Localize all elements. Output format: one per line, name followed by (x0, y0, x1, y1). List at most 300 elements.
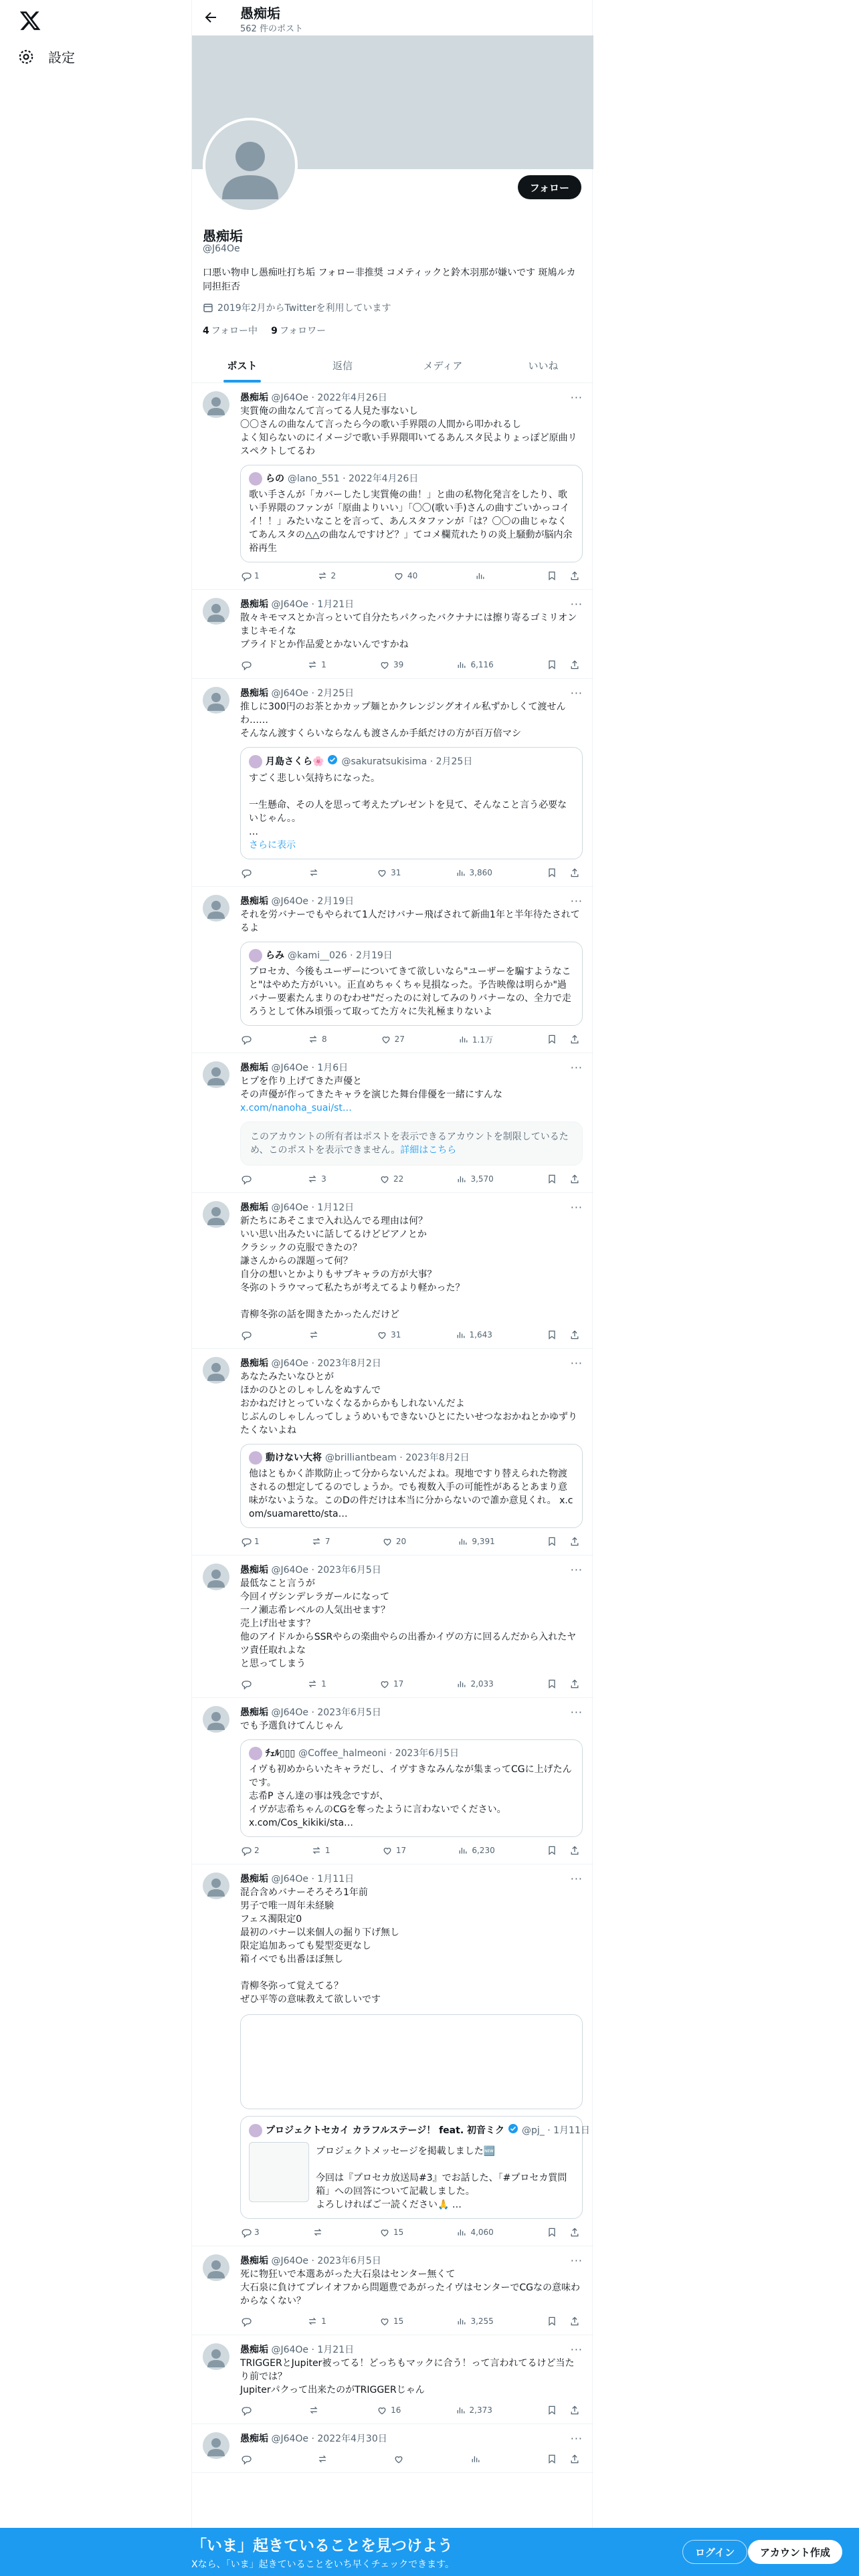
signup-button[interactable]: アカウント作成 (748, 2540, 842, 2564)
quoted-avatar (249, 949, 262, 962)
tweet-text: 新たちにあそこまで入れ込んでる理由は何？ いい思い出みたいに話してるけどピアノとか クラシックの克服できたの？ 謙さんからの課題って何？ 自分の想いとかよりもサブキャラの方が大事？ 冬弥のトラウマって私たちが考えてるより軽かった？ 青柳冬弥の話を聞きたかったんだけど (240, 1216, 465, 1320)
like-button[interactable] (382, 1845, 406, 1856)
profile-joined-text: 2019年2月からTwitterを利用しています (217, 303, 391, 314)
tweet-avatar[interactable] (203, 1201, 229, 1228)
like-icon (379, 1679, 390, 1689)
quoted-text: 歌い手さんが「カバーしたし実質俺の曲！」と曲の私物化発言をしたり、歌い手界隈のファンが「原曲よりいい」「〇〇(歌い手)さんの曲すごいかっコイイ！！」みたいなことを言って、あんスタファンが「は？〇〇の曲じゃなくてあんスタの△△の曲なんですけど？」てコメ欄荒れたりの炎上騒動が脳内余裕再生 (249, 490, 573, 554)
default-avatar-icon (203, 2432, 229, 2459)
tweet-avatar[interactable] (203, 895, 229, 922)
more-options-icon[interactable]: ··· (570, 2343, 583, 2356)
share-button[interactable] (569, 1034, 583, 1045)
followers-count: 9 (271, 326, 278, 336)
tweet-header (240, 598, 583, 611)
reply-button[interactable] (240, 1845, 260, 1856)
tweet[interactable] (192, 679, 593, 887)
default-avatar-icon (203, 1061, 229, 1088)
reply-icon (240, 2316, 251, 2327)
tweet-author-name[interactable]: 愚痴垢 (240, 1874, 268, 1885)
reply-icon (240, 1536, 251, 1547)
quoted-tweet[interactable] (240, 2116, 590, 2219)
views-button[interactable] (456, 2316, 493, 2327)
topbar-post-count: 562 件のポスト (240, 24, 303, 34)
tweet-avatar[interactable] (203, 1706, 229, 1733)
more-options-icon[interactable]: ··· (570, 1872, 583, 1885)
tweet-avatar[interactable] (203, 391, 229, 418)
tweet[interactable] (192, 1053, 593, 1193)
tweet-author-name[interactable]: 愚痴垢 (240, 2434, 268, 2444)
repost-count: 8 (321, 1035, 327, 1044)
tweet-link[interactable]: x.com/nanoha_suai/st… (240, 1103, 352, 1113)
tweet[interactable] (192, 2335, 593, 2424)
tweet-actions-right (547, 1034, 583, 1045)
share-button[interactable] (569, 1845, 583, 1856)
nav-settings[interactable] (17, 47, 75, 66)
tweet[interactable] (192, 887, 593, 1053)
more-options-icon[interactable]: ··· (570, 1201, 583, 1214)
quoted-thumbnail (249, 2142, 309, 2202)
views-count: 3,570 (470, 1174, 494, 1184)
bookmark-icon (547, 867, 557, 878)
tweet-author-name[interactable]: 愚痴垢 (240, 1202, 268, 1213)
like-count: 31 (391, 868, 401, 877)
views-button[interactable] (456, 1679, 493, 1689)
repost-button[interactable] (307, 1679, 326, 1689)
tweet-text: 死に物狂いで本選あがった大石泉はセンター無くて 大石泉に負けてプレイオフから問題豊であがったイヴはセンターでCGなの意味わからなくない？ (240, 2269, 580, 2306)
share-button[interactable] (569, 1329, 583, 1340)
views-button[interactable] (458, 1536, 494, 1547)
bookmark-button[interactable] (547, 1679, 560, 1689)
like-button[interactable] (377, 1329, 401, 1340)
share-button[interactable] (569, 1679, 583, 1689)
views-button[interactable] (456, 1329, 492, 1340)
like-icon (379, 2227, 390, 2238)
repost-button[interactable] (307, 659, 326, 670)
views-button[interactable] (470, 2454, 484, 2464)
following-label: フォロー中 (211, 326, 258, 336)
quoted-meta: @kami__026 · 2月19日 (288, 950, 393, 961)
bookmark-button[interactable] (547, 2227, 560, 2238)
share-button[interactable] (569, 1174, 583, 1184)
default-avatar-icon (203, 1357, 229, 1384)
views-icon (475, 570, 486, 581)
repost-button[interactable] (311, 1845, 330, 1856)
tweet-avatar[interactable] (203, 2343, 229, 2370)
bookmark-button[interactable] (547, 867, 560, 878)
share-button[interactable] (569, 2405, 583, 2416)
share-button[interactable] (569, 659, 583, 670)
repost-button[interactable] (307, 1174, 326, 1184)
like-count: 16 (391, 2405, 401, 2415)
calendar-icon (203, 302, 213, 313)
quoted-tweet[interactable] (240, 1444, 583, 1528)
reply-button[interactable] (240, 1536, 260, 1547)
tweet-header (240, 1872, 583, 1886)
reply-button[interactable] (240, 867, 254, 878)
like-icon (393, 2454, 404, 2464)
quoted-tweet-header (249, 1451, 574, 1465)
share-icon (569, 1174, 580, 1184)
verified-badge-icon (327, 754, 338, 765)
tweet-media[interactable] (240, 2014, 583, 2109)
reply-button[interactable] (240, 2227, 260, 2238)
reply-icon (240, 1845, 251, 1856)
repost-count: 1 (324, 1846, 330, 1855)
views-count: 2,373 (469, 2405, 492, 2415)
views-button[interactable] (458, 1034, 493, 1045)
tweet-avatar[interactable] (203, 1357, 229, 1384)
profile-stats (203, 324, 326, 337)
tweet-text: でも予選負けてんじゃん (240, 1721, 343, 1731)
tweet-header (240, 895, 583, 908)
more-options-icon[interactable]: ··· (570, 2254, 583, 2267)
tweet[interactable] (192, 383, 593, 590)
reply-icon (240, 659, 251, 670)
tweet[interactable] (192, 1349, 593, 1555)
quoted-meta: @pj_ · 1月11日 (522, 2125, 590, 2136)
tab-likes[interactable]: いいね (528, 359, 559, 372)
tab-media[interactable]: メディア (423, 359, 463, 372)
share-icon (569, 2227, 580, 2238)
like-icon (377, 2405, 387, 2416)
like-icon (382, 1536, 393, 1547)
repost-button[interactable] (317, 570, 337, 581)
bookmark-icon (547, 2316, 557, 2327)
reply-button[interactable] (240, 1679, 254, 1689)
reply-icon (240, 570, 251, 581)
views-button[interactable] (456, 2405, 492, 2416)
tweet-author-name[interactable]: 愚痴垢 (240, 1063, 268, 1073)
tweet-author-name[interactable]: 愚痴垢 (240, 688, 268, 699)
share-button[interactable] (569, 2454, 583, 2464)
followers-link[interactable] (271, 324, 326, 337)
back-arrow-icon[interactable] (203, 9, 219, 25)
tweet-header (240, 1201, 583, 1214)
views-count: 3,860 (469, 868, 492, 877)
views-icon (458, 1845, 468, 1856)
like-button[interactable] (393, 2454, 407, 2464)
quoted-text: イヴも初めからいたキャラだし、イヴすきなみんなが集まってCGに上げたんです。 志希P さん達の事は残念ですが、 イヴが志希ちゃんのCGを奪ったように言わないでください。 x.com/Cos_kikiki/sta… (249, 1764, 572, 1828)
reply-button[interactable] (240, 1034, 254, 1045)
tweet-avatar[interactable] (203, 1564, 229, 1590)
default-avatar-icon (203, 895, 229, 922)
more-options-icon[interactable]: ··· (570, 1564, 583, 1576)
tweet-actions-right (547, 1329, 583, 1340)
bookmark-icon (547, 570, 557, 581)
tweet-actions (240, 658, 583, 671)
quoted-author-name: ﾁｪﾙ▯▯▯ (266, 1748, 296, 1759)
default-avatar-icon (203, 2254, 229, 2281)
bookmark-button[interactable] (547, 1536, 560, 1547)
profile-avatar[interactable] (203, 118, 298, 213)
verified-badge (508, 2123, 518, 2138)
tweet-actions (240, 1172, 583, 1186)
quoted-avatar (249, 1747, 262, 1760)
repost-count: 2 (330, 571, 337, 580)
repost-icon (317, 2454, 328, 2464)
repost-icon (307, 659, 318, 670)
views-icon (456, 1329, 466, 1340)
repost-icon (307, 2316, 318, 2327)
repost-button[interactable] (311, 1536, 330, 1547)
profile-tabs (192, 348, 593, 383)
like-button[interactable] (379, 1679, 403, 1689)
more-options-icon[interactable]: ··· (570, 1706, 583, 1719)
profile-name: 愚痴垢 (203, 228, 243, 244)
reply-icon (240, 1174, 251, 1184)
repost-button[interactable] (308, 867, 322, 878)
tweet-author-name[interactable]: 愚痴垢 (240, 896, 268, 907)
tweet-actions-right (547, 1174, 583, 1184)
tweet-feed (192, 383, 593, 2473)
tweet-author-name[interactable]: 愚痴垢 (240, 2256, 268, 2266)
share-button[interactable] (569, 570, 583, 581)
share-icon (569, 2405, 580, 2416)
share-button[interactable] (569, 2227, 583, 2238)
tweet[interactable] (192, 590, 593, 679)
repost-icon (312, 2227, 323, 2238)
repost-button[interactable] (308, 1329, 322, 1340)
tweet-author-name[interactable]: 愚痴垢 (240, 599, 268, 610)
tweet-author-name[interactable]: 愚痴垢 (240, 1707, 268, 1718)
default-avatar-icon (203, 1706, 229, 1733)
share-icon (569, 1536, 580, 1547)
reply-button[interactable] (240, 1174, 254, 1184)
tweet[interactable] (192, 2424, 593, 2473)
quoted-tweet-header (249, 1747, 574, 1760)
tab-posts[interactable]: ポスト (192, 348, 292, 383)
tweet-avatar[interactable] (203, 1061, 229, 1088)
tweet-actions (240, 2403, 583, 2417)
tweet-meta: @J64Oe · 1月21日 (271, 2345, 355, 2355)
like-button[interactable] (381, 1034, 405, 1045)
more-options-icon[interactable]: ··· (570, 687, 583, 700)
tweet-meta: @J64Oe · 2月25日 (271, 688, 355, 699)
tweet[interactable] (192, 2246, 593, 2335)
reply-icon (240, 867, 251, 878)
bottom-bar-subtitle: Xなら、「いま」起きていることをいち早くチェックできます。 (191, 2559, 455, 2570)
views-button[interactable] (458, 1845, 494, 1856)
tweet-header (240, 687, 583, 700)
reply-icon (240, 2454, 251, 2464)
tweet-actions (240, 1535, 583, 1548)
like-button[interactable] (379, 2316, 403, 2327)
bookmark-button[interactable] (547, 1845, 560, 1856)
share-icon (569, 659, 580, 670)
tweet-author-name[interactable]: 愚痴垢 (240, 1358, 268, 1369)
more-options-icon[interactable]: ··· (570, 895, 583, 907)
views-count: 1,643 (469, 1330, 492, 1339)
tweet[interactable] (192, 1864, 593, 2246)
default-avatar-icon (203, 687, 229, 714)
x-logo-icon[interactable] (19, 9, 41, 32)
tweet-text: TRIGGERとJupiter被ってる！どっちもマックに合う！って言われてるけど当たり前では？ Jupiterパクって出来たのがTRIGGERじゃん (240, 2358, 575, 2395)
tweet-actions (240, 1844, 583, 1857)
tweet-author-name[interactable]: 愚痴垢 (240, 1565, 268, 1576)
reply-button[interactable] (240, 2316, 254, 2327)
bookmark-button[interactable] (547, 2405, 560, 2416)
views-icon (456, 2227, 467, 2238)
reply-button[interactable] (240, 2405, 254, 2416)
bottom-bar-title: 「いま」起きていることを見つけよう (191, 2537, 453, 2555)
like-button[interactable] (393, 570, 417, 581)
more-options-icon[interactable]: ··· (570, 391, 583, 404)
tweet-avatar[interactable] (203, 2432, 229, 2459)
tweet-text: 推しに300円のお茶とかカップ麺とかクレンジングオイル私ずかしくて渡せんわ…… そんなん渡すくらいならなんも渡さんか手紙だけの方が百万倍マシ (240, 702, 566, 739)
like-button[interactable] (379, 2227, 403, 2238)
quoted-author-name: 月島さくら🌸 (266, 756, 324, 767)
tweet-meta: @J64Oe · 2023年8月2日 (271, 1358, 381, 1369)
views-count: 2,033 (470, 1679, 494, 1689)
default-avatar-icon (203, 1201, 229, 1228)
quoted-avatar (249, 2124, 262, 2137)
more-options-icon[interactable]: ··· (570, 2432, 583, 2445)
repost-button[interactable] (317, 2454, 331, 2464)
reply-button[interactable] (240, 570, 260, 581)
quoted-tweet[interactable] (240, 747, 583, 859)
quoted-tweet[interactable] (240, 942, 583, 1026)
views-button[interactable] (456, 1174, 493, 1184)
nav-settings-label: 設定 (48, 49, 75, 66)
like-icon (379, 659, 390, 670)
more-options-icon[interactable]: ··· (570, 598, 583, 611)
reply-count: 1 (254, 1537, 260, 1546)
repost-count: 1 (321, 1679, 326, 1689)
share-icon (569, 1679, 580, 1689)
quoted-text: 他はともかく詐欺防止って分からないんだよね。現地ですり替えられた物渡されるの想定してるのでしょうか。でも複数入手の可能性があるとあまり意味がないような。このDの件だけは本当に分からないので誰か意見くれ。 x.com/suamaretto/sta… (249, 1469, 573, 1519)
verified-badge (327, 754, 338, 769)
show-more-link[interactable]: さらに表示 (249, 840, 296, 851)
share-icon (569, 1329, 580, 1340)
quoted-meta: @Coffee_halmeoni · 2023年6月5日 (298, 1748, 460, 1759)
like-icon (377, 867, 387, 878)
quoted-meta: @sakuratsukisima · 2月25日 (341, 756, 473, 767)
quoted-tweet[interactable] (240, 1739, 583, 1837)
following-link[interactable] (203, 324, 258, 337)
tweet-header (240, 2432, 583, 2446)
like-button[interactable] (377, 2405, 401, 2416)
default-avatar-icon (203, 598, 229, 625)
share-icon (569, 2316, 580, 2327)
tweet-text: ヒプを作り上げてきた声優と その声優が作ってきたキャラを演じた舞台俳優を一緒にすんな (240, 1076, 502, 1100)
tab-replies[interactable]: 返信 (332, 359, 353, 372)
bookmark-icon (547, 1536, 557, 1547)
tweet-actions (240, 2452, 583, 2466)
tweet-header (240, 391, 583, 405)
views-button[interactable] (475, 570, 489, 581)
like-button[interactable] (379, 659, 403, 670)
default-avatar-icon (203, 2343, 229, 2370)
views-button[interactable] (456, 867, 492, 878)
tweet-avatar[interactable] (203, 2254, 229, 2281)
tweet-actions (240, 1677, 583, 1691)
reply-count: 2 (254, 1846, 260, 1855)
share-button[interactable] (569, 867, 583, 878)
tweet-author-name[interactable]: 愚痴垢 (240, 2345, 268, 2355)
bookmark-button[interactable] (547, 1174, 560, 1184)
restricted-post-notice (240, 1121, 583, 1166)
quoted-tweet-header (249, 949, 574, 962)
quoted-body (249, 2142, 574, 2212)
repost-icon (308, 867, 319, 878)
tweet-author-name[interactable]: 愚痴垢 (240, 393, 268, 403)
share-button[interactable] (569, 1536, 583, 1547)
bookmark-button[interactable] (547, 1034, 560, 1045)
quoted-avatar (249, 1451, 262, 1465)
tweet-actions-right (547, 570, 583, 581)
reply-button[interactable] (240, 2454, 254, 2464)
tweet[interactable] (192, 1698, 593, 1864)
more-options-icon[interactable]: ··· (570, 1061, 583, 1074)
tweet-meta: @J64Oe · 1月21日 (271, 599, 355, 610)
tweet-meta: @J64Oe · 1月6日 (271, 1063, 349, 1073)
quoted-tweet-header (249, 472, 574, 486)
quoted-author-name: 動けない大将 (266, 1453, 322, 1463)
more-options-icon[interactable]: ··· (570, 1357, 583, 1370)
like-icon (381, 1034, 391, 1045)
repost-button[interactable] (312, 2227, 326, 2238)
tweet-actions-right (547, 1845, 583, 1856)
bookmark-icon (547, 1679, 557, 1689)
reply-button[interactable] (240, 1329, 254, 1340)
reply-button[interactable] (240, 659, 254, 670)
tweet[interactable] (192, 1193, 593, 1349)
tweet-header (240, 1706, 583, 1719)
tweet-actions-right (547, 2454, 583, 2464)
login-button[interactable]: ログイン (682, 2540, 747, 2564)
quoted-tweet[interactable] (240, 465, 583, 562)
tweet-avatar[interactable] (203, 687, 229, 714)
notice-link[interactable]: 詳細はこちら (400, 1145, 457, 1156)
notice-text: このアカウントの所有者はポストを表示できるアカウントを制限しているため、このポストを表示できません。 (250, 1132, 569, 1156)
share-icon (569, 867, 580, 878)
tweet-avatar[interactable] (203, 1872, 229, 1899)
bookmark-button[interactable] (547, 2454, 560, 2464)
tweet-header (240, 1061, 583, 1075)
share-button[interactable] (569, 2316, 583, 2327)
tweet-actions-right (547, 1679, 583, 1689)
repost-button[interactable] (307, 2316, 326, 2327)
bookmark-button[interactable] (547, 2316, 560, 2327)
repost-button[interactable] (308, 2405, 322, 2416)
left-nav (0, 0, 191, 2576)
bookmark-icon (547, 1845, 557, 1856)
bookmark-button[interactable] (547, 570, 560, 581)
default-avatar-icon (203, 1872, 229, 1899)
repost-button[interactable] (308, 1034, 327, 1045)
like-count: 22 (393, 1174, 404, 1184)
tweet-header (240, 2343, 583, 2357)
quoted-text: すごく悲しい気持ちになった。 一生懸命、その人を思って考えたプレゼントを見て、そんなこと言う必要ないじゃん。。 … (249, 773, 567, 837)
quoted-tweet-header (249, 2123, 590, 2138)
tweet[interactable] (192, 1555, 593, 1698)
views-button[interactable] (456, 2227, 493, 2238)
quoted-avatar (249, 755, 262, 768)
like-button[interactable] (379, 1174, 403, 1184)
like-button[interactable] (382, 1536, 406, 1547)
bottom-signup-bar (0, 2528, 859, 2576)
tweet-avatar[interactable] (203, 598, 229, 625)
tweet-meta: @J64Oe · 2023年6月5日 (271, 1565, 381, 1576)
share-icon (569, 570, 580, 581)
bookmark-button[interactable] (547, 1329, 560, 1340)
views-button[interactable] (456, 659, 493, 670)
repost-icon (307, 1679, 318, 1689)
like-button[interactable] (377, 867, 401, 878)
views-count: 9,391 (472, 1537, 495, 1546)
bookmark-button[interactable] (547, 659, 560, 670)
follow-button[interactable]: フォロー (518, 175, 581, 199)
tweet-actions (240, 2226, 583, 2239)
